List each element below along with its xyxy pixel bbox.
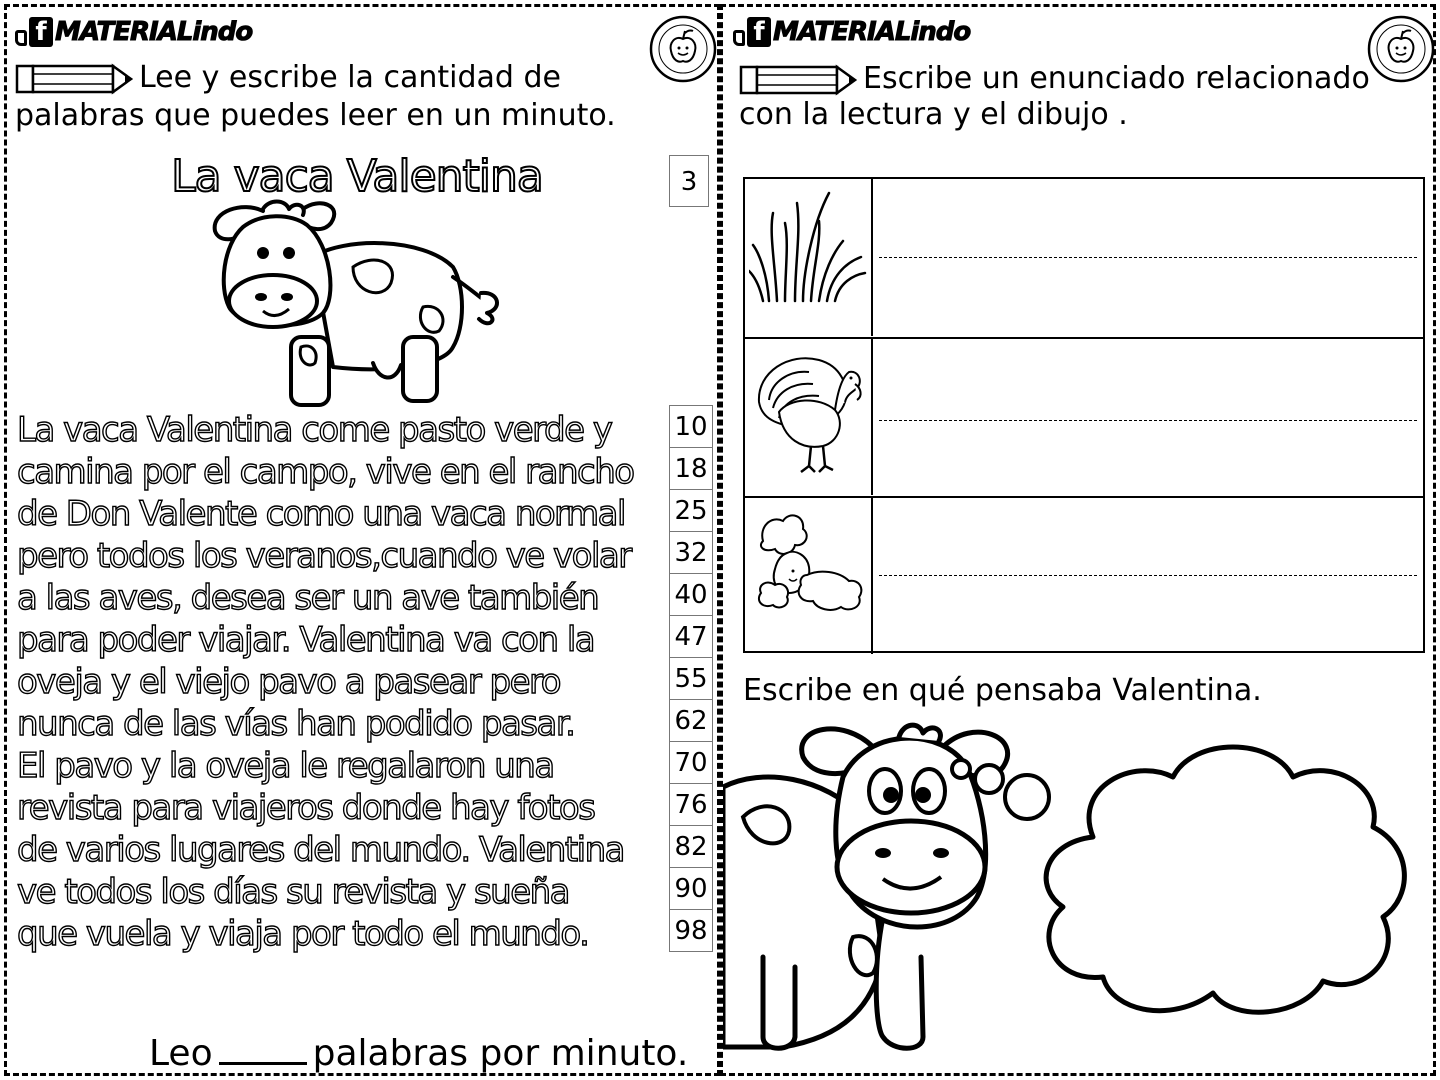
cow-illustration — [203, 197, 503, 409]
sentence-row-grass — [745, 179, 1423, 336]
sentence-row-turkey — [745, 338, 1423, 495]
story-title: La vaca Valentina — [171, 151, 543, 202]
apple-seal-icon — [649, 15, 717, 83]
grass-icon — [749, 183, 867, 331]
writing-line — [879, 420, 1417, 421]
thought-cloud[interactable] — [1023, 727, 1423, 1027]
pencil-icon — [739, 63, 857, 97]
brand-logo — [15, 17, 252, 47]
story-line: a las aves, desea ser un ave también — [17, 578, 599, 618]
story-line: de Don Valente como una vaca normal — [17, 494, 625, 534]
word-count-cell: 32 — [670, 532, 712, 574]
word-count-cell: 76 — [670, 784, 712, 826]
think-prompt: Escribe en qué pensaba Valentina. — [743, 673, 1262, 708]
word-count-cell: 98 — [670, 910, 712, 952]
writing-page — [720, 4, 1436, 1076]
brand-logo — [733, 17, 970, 47]
pencil-icon — [15, 62, 133, 96]
word-count-cell: 90 — [670, 868, 712, 910]
like-thumb-icon — [733, 30, 745, 46]
word-count-cell: 55 — [670, 658, 712, 700]
instruction-text: Lee y escribe la cantidad de palabras que puedes leer en un minuto. — [15, 60, 616, 133]
score-sentence — [149, 1031, 688, 1077]
story-line: La vaca Valentina come pasto verde y — [17, 410, 612, 450]
writing-instruction — [739, 61, 1389, 133]
score-suffix: palabras por minuto. — [312, 1033, 689, 1074]
instruction-text: Escribe un enunciado relacionado con la lectura y el dibujo . — [739, 61, 1370, 132]
brand-name: MATERIALindo — [55, 17, 253, 47]
word-count-cell: 47 — [670, 616, 712, 658]
story-line: de varios lugares del mundo. Valentina — [17, 830, 624, 870]
writing-line — [879, 257, 1417, 258]
score-prefix: Leo — [149, 1033, 213, 1074]
writing-space[interactable] — [875, 497, 1423, 654]
story-line: para poder viajar. Valentina va con la — [17, 620, 595, 660]
title-word-count: 3 — [669, 155, 709, 207]
word-count-cell: 62 — [670, 700, 712, 742]
writing-space[interactable] — [875, 338, 1423, 495]
facebook-icon: f — [29, 17, 53, 47]
word-count-column — [669, 405, 713, 952]
brand-name: MATERIALindo — [773, 17, 971, 47]
reading-instruction — [15, 59, 655, 135]
word-count-cell: 70 — [670, 742, 712, 784]
story-line: El pavo y la oveja le regalaron una — [17, 746, 554, 786]
word-count-cell: 25 — [670, 490, 712, 532]
writing-line — [879, 575, 1417, 576]
story-line: que vuela y viaja por todo el mundo. — [17, 914, 589, 954]
facebook-icon: f — [747, 17, 771, 47]
sentence-table — [743, 177, 1425, 653]
story-line: pero todos los veranos,cuando ve volar — [17, 536, 631, 576]
picture-cell — [745, 338, 873, 495]
word-count-cell: 10 — [670, 406, 712, 448]
story-line: nunca de las vías han podido pasar. — [17, 704, 575, 744]
story-line: ve todos los días su revista y sueña — [17, 872, 570, 912]
picture-cell — [745, 179, 873, 336]
sentence-row-sheep — [745, 497, 1423, 654]
reading-page — [4, 4, 720, 1076]
word-count-cell: 82 — [670, 826, 712, 868]
story-line: revista para viajeros donde hay fotos — [17, 788, 595, 828]
sheep-icon — [749, 501, 867, 649]
picture-cell — [745, 497, 873, 654]
writing-space[interactable] — [875, 179, 1423, 336]
story-text — [17, 409, 667, 955]
like-thumb-icon — [15, 30, 27, 46]
turkey-icon — [749, 342, 867, 490]
score-blank[interactable] — [219, 1032, 307, 1065]
story-line: oveja y el viejo pavo a pasear pero — [17, 662, 561, 702]
word-count-cell: 40 — [670, 574, 712, 616]
story-line: camina por el campo, vive en el rancho — [17, 452, 634, 492]
word-count-cell: 18 — [670, 448, 712, 490]
